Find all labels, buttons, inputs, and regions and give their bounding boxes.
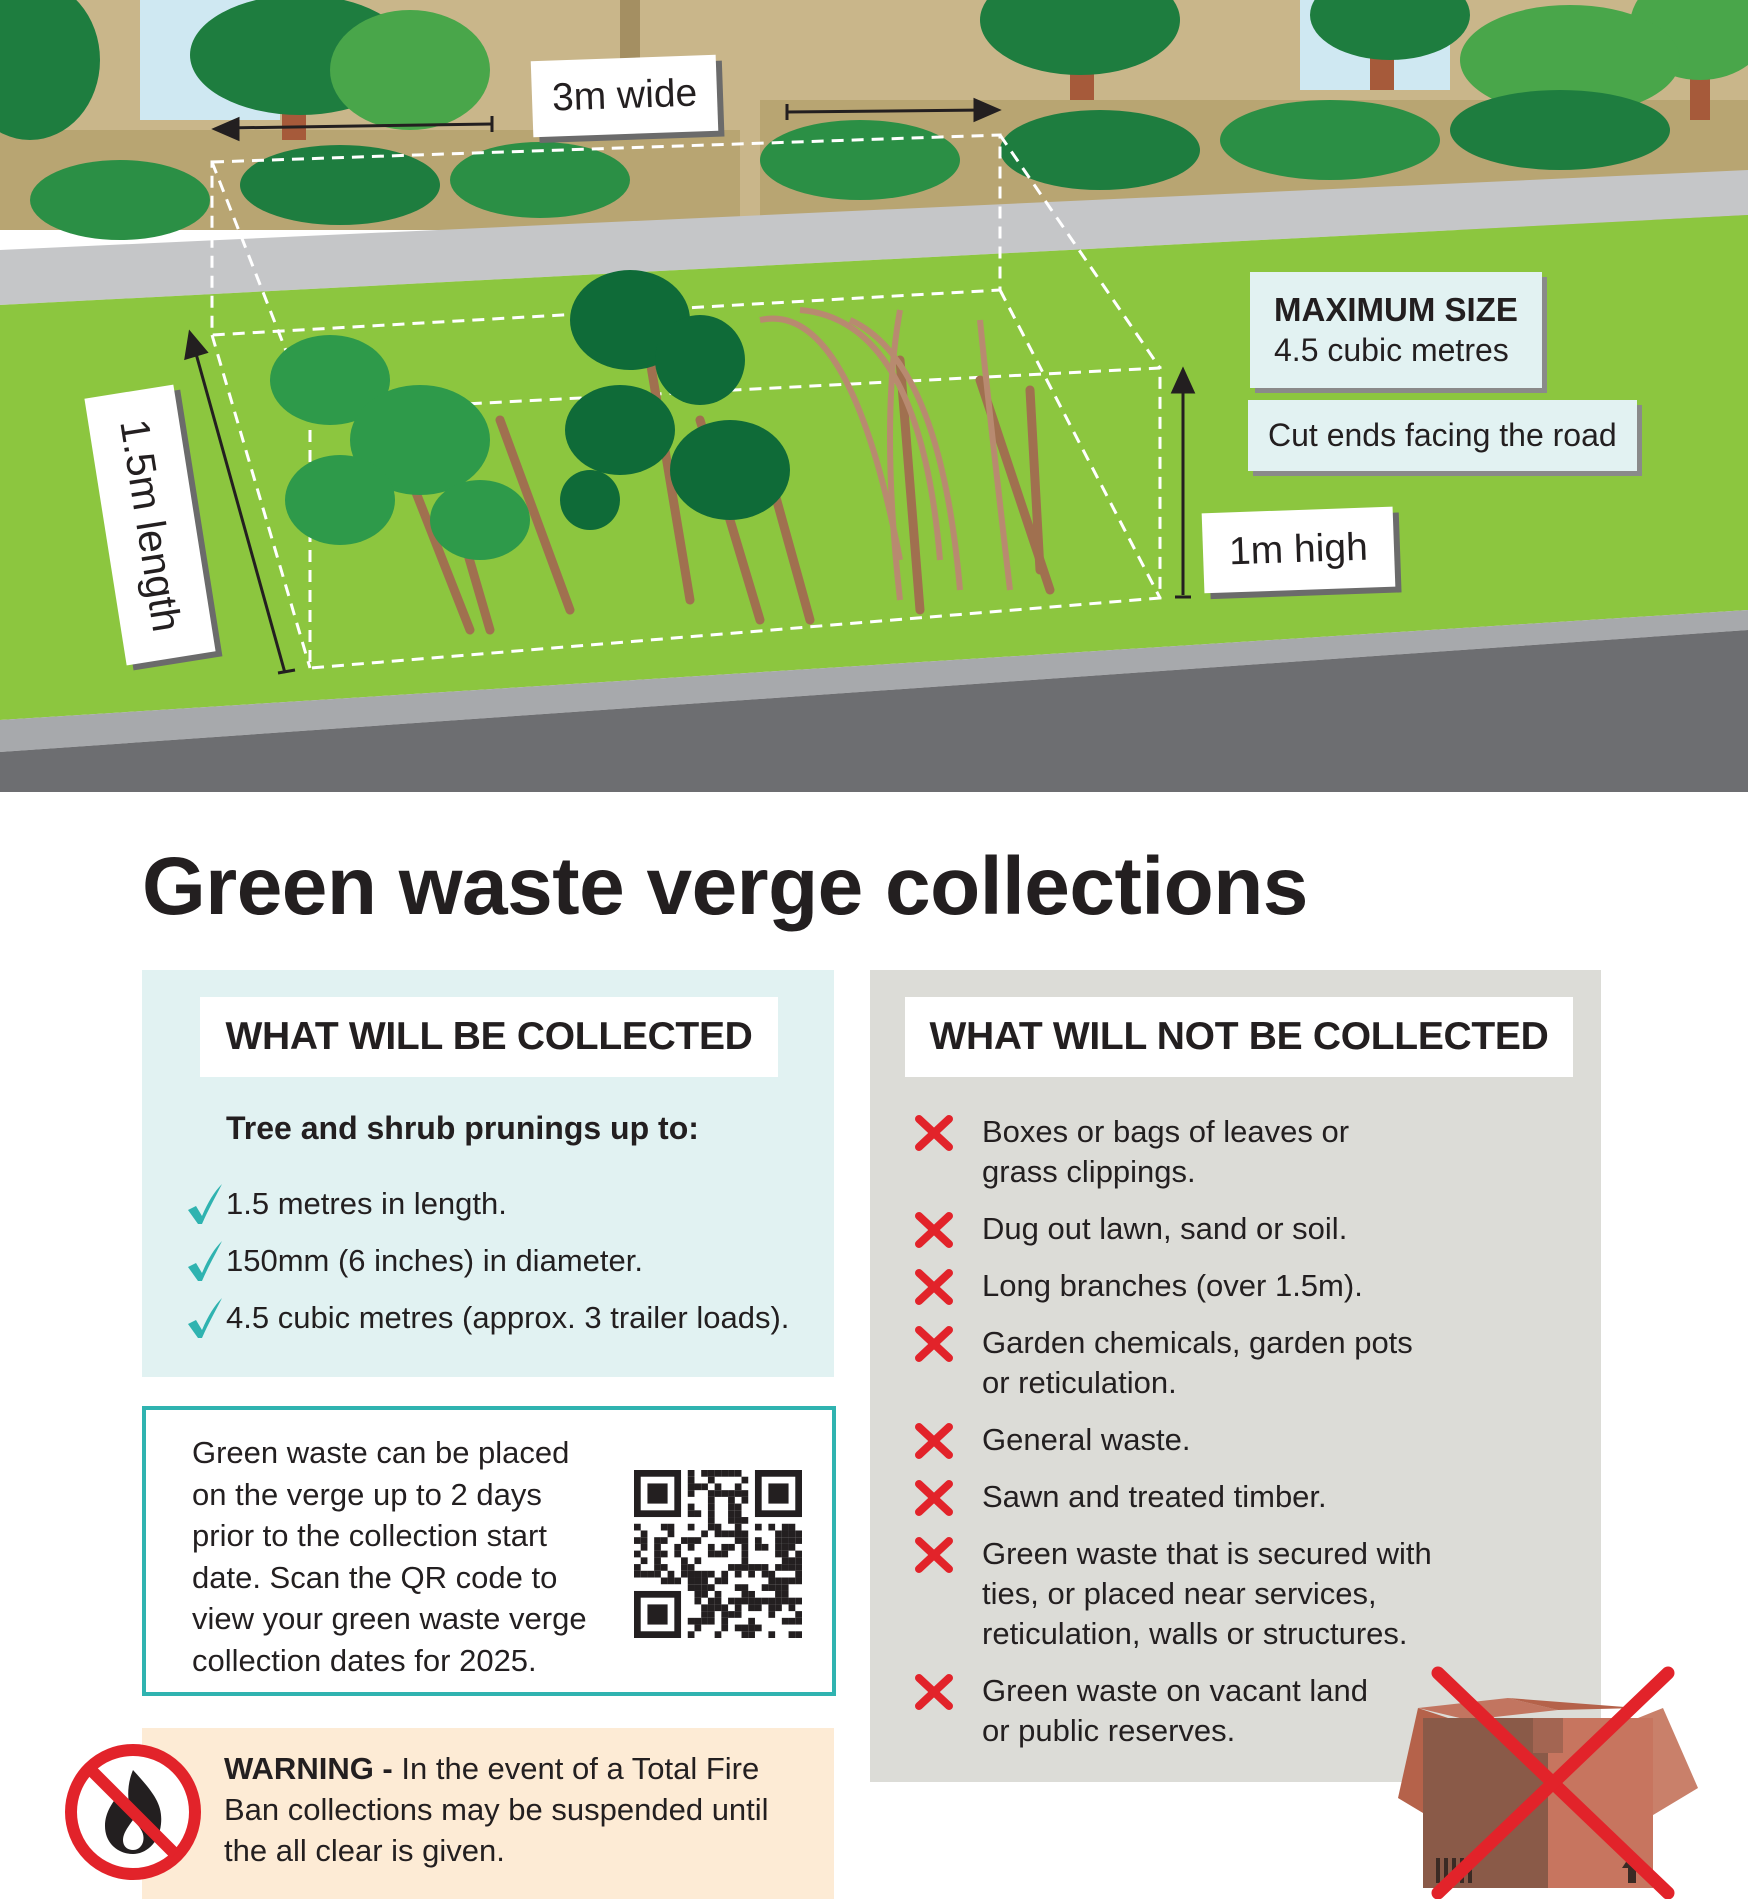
collected-item-text: 150mm (6 inches) in diameter.: [226, 1242, 643, 1278]
collected-item: [182, 1175, 789, 1232]
width-label: [531, 55, 719, 137]
cross-icon: [914, 1537, 954, 1573]
check-icon: [182, 1180, 226, 1228]
qr-notice-text: Green waste can be placed on the verge up to 2 days prior to the collection start date. Scan the QR code to view your green waste verge collection dates for 2025.: [192, 1435, 587, 1678]
qr-code[interactable]: [634, 1470, 802, 1638]
cross-icon: [914, 1480, 954, 1516]
cross-icon: [914, 1423, 954, 1459]
width-label-text: 3m wide: [551, 71, 698, 120]
not-collected-item: [914, 1266, 1432, 1306]
cardboard-box-crossed-icon: [1378, 1658, 1703, 1899]
cross-icon: [914, 1326, 954, 1362]
cross-icon: [914, 1115, 954, 1151]
not-collected-item: [914, 1112, 1432, 1192]
max-size-value: 4.5 cubic metres: [1274, 332, 1509, 368]
not-collected-item: [914, 1671, 1432, 1751]
collected-heading: WHAT WILL BE COLLECTED: [200, 997, 778, 1077]
not-collected-item: [914, 1209, 1432, 1249]
collected-panel: [142, 970, 834, 1377]
verge-scene-art: [0, 0, 1748, 792]
verge-illustration: [0, 0, 1748, 792]
qr-notice-panel: [142, 1406, 836, 1696]
not-collected-item-line: Boxes or bags of leaves or: [982, 1114, 1350, 1149]
collected-item: [182, 1289, 789, 1346]
not-collected-item-line: General waste.: [982, 1422, 1191, 1457]
max-size-label: [1250, 272, 1542, 388]
not-collected-item-line: Dug out lawn, sand or soil.: [982, 1211, 1348, 1246]
not-collected-item-line: Long branches (over 1.5m).: [982, 1268, 1363, 1303]
not-collected-item-line: Sawn and treated timber.: [982, 1479, 1327, 1514]
not-collected-item-line: Green waste that is secured with: [982, 1536, 1432, 1571]
collected-item: [182, 1232, 789, 1289]
warning-body: In the event of a Total Fire Ban collections may be suspended until the all clear is given.: [224, 1751, 769, 1868]
warning-text: [224, 1748, 814, 1871]
height-label: [1202, 507, 1395, 594]
not-collected-heading: WHAT WILL NOT BE COLLECTED: [905, 997, 1573, 1077]
no-fire-icon: [63, 1742, 203, 1882]
not-collected-item: [914, 1477, 1432, 1517]
cross-icon: [914, 1674, 954, 1710]
cut-ends-text: Cut ends facing the road: [1268, 417, 1617, 453]
not-collected-item: [914, 1323, 1432, 1403]
not-collected-item-line: reticulation, walls or structures.: [982, 1616, 1408, 1651]
cut-ends-label: [1248, 400, 1637, 471]
not-collected-list: [914, 1112, 1432, 1751]
not-collected-item-line: grass clippings.: [982, 1154, 1196, 1189]
collected-list: [182, 1175, 789, 1346]
length-label-text: 1.5m length: [111, 415, 190, 635]
collected-item-text: 4.5 cubic metres (approx. 3 trailer loads).: [226, 1299, 790, 1335]
collected-item-text: 1.5 metres in length.: [226, 1185, 507, 1221]
not-collected-item-line: or public reserves.: [982, 1713, 1236, 1748]
not-collected-item-line: Garden chemicals, garden pots: [982, 1325, 1413, 1360]
cross-icon: [914, 1212, 954, 1248]
max-size-title: MAXIMUM SIZE: [1274, 291, 1518, 328]
check-icon: [182, 1237, 226, 1285]
not-collected-item: [914, 1420, 1432, 1460]
not-collected-item-line: ties, or placed near services,: [982, 1576, 1377, 1611]
not-collected-item: [914, 1534, 1432, 1654]
height-label-text: 1m high: [1228, 525, 1369, 574]
not-collected-item-line: or reticulation.: [982, 1365, 1177, 1400]
cross-icon: [914, 1269, 954, 1305]
check-icon: [182, 1294, 226, 1342]
warning-label: WARNING -: [224, 1751, 393, 1786]
page-title: Green waste verge collections: [142, 841, 1308, 932]
collected-intro: Tree and shrub prunings up to:: [226, 1110, 699, 1146]
not-collected-item-line: Green waste on vacant land: [982, 1673, 1369, 1708]
